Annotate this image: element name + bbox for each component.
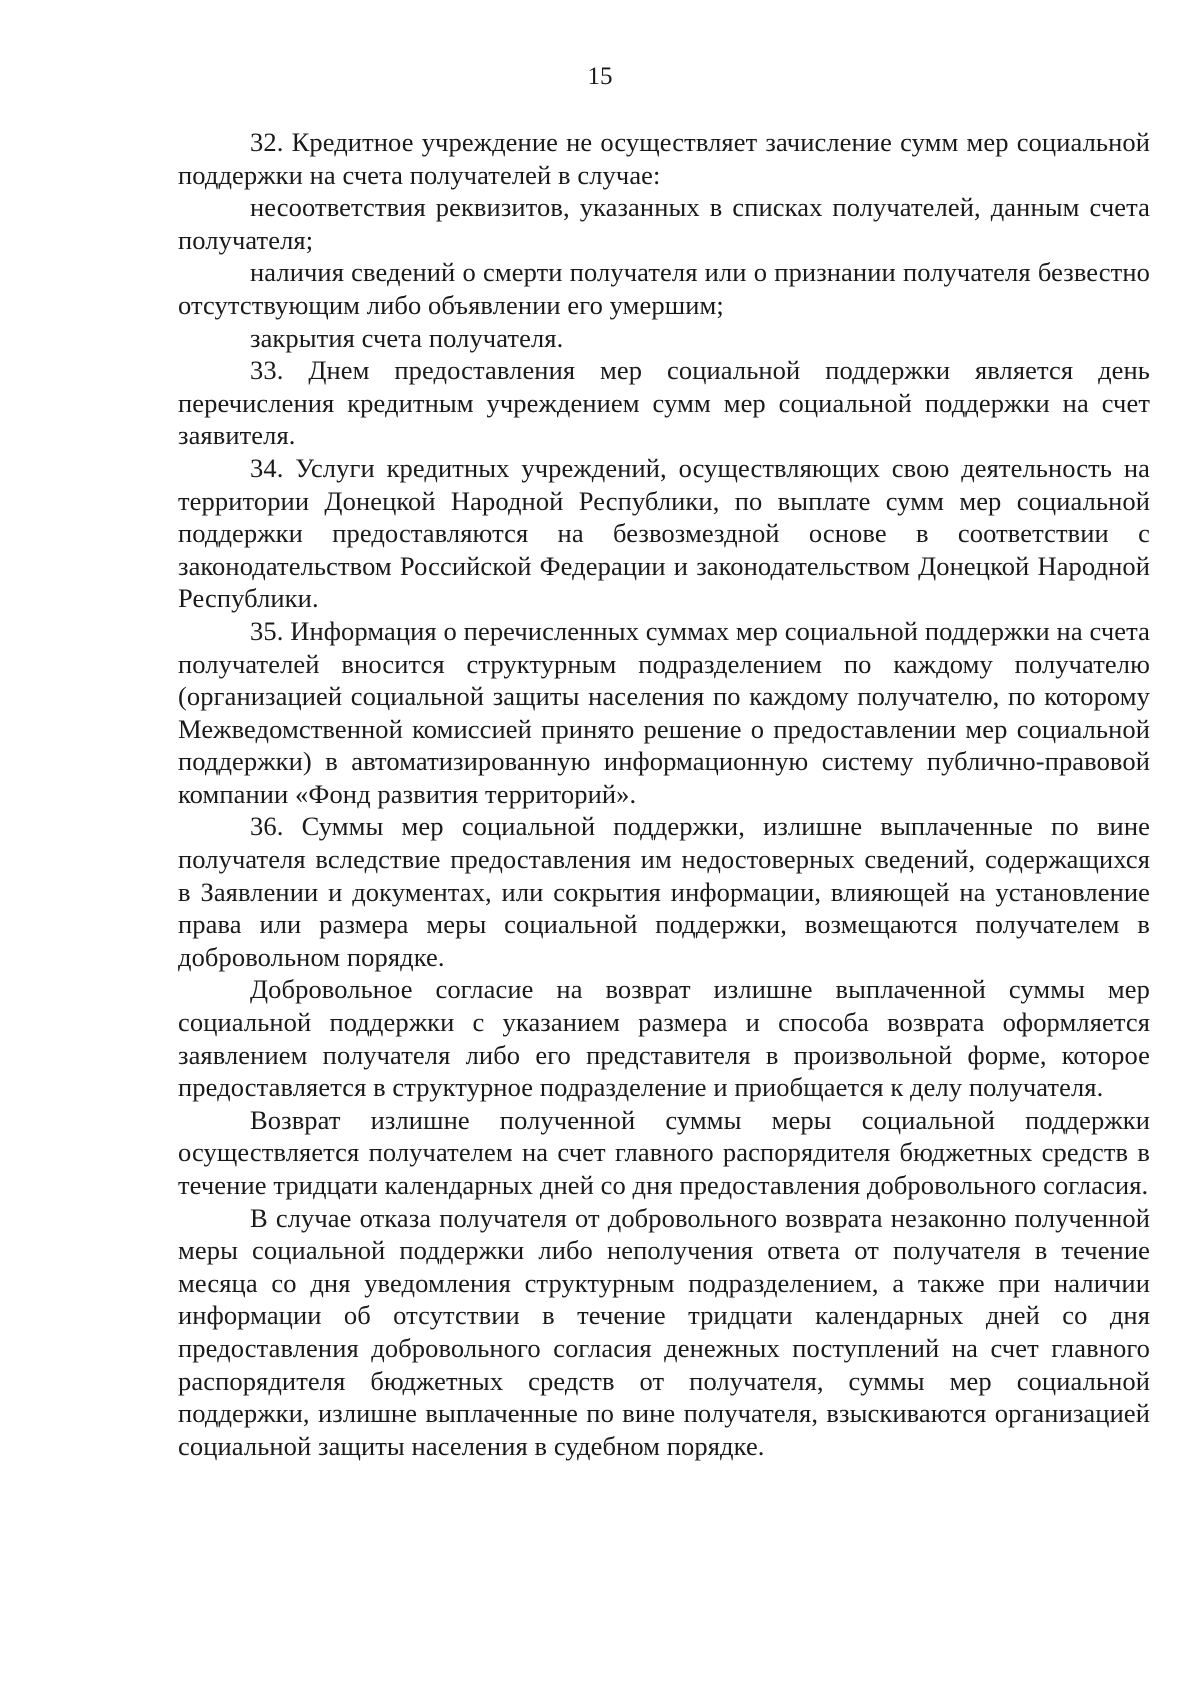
paragraph-32-case-requisites: несоответствия реквизитов, указанных в списках получателей, данным счета получателя; [178,192,1150,255]
paragraph-34: 34. Услуги кредитных учреждений, осуществляющих свою деятельность на территории Донецкой Народной Республики, по выплате сумм мер социальной поддержки предоставляются на безвозмездной основе в соответствии с законодательством Российской Федерации и законодательством Донецкой Народной Республики. [178,452,1150,614]
page-number: 15 [587,63,613,90]
paragraph-32-intro: 32. Кредитное учреждение не осуществляет зачисление сумм мер социальной поддержки на счета получателей в случае: [178,127,1150,190]
paragraph-36-refusal: В случае отказа получателя от добровольного возврата незаконно полученной меры социальной поддержки либо неполучения ответа от получателя в течение месяца со дня уведомления структурным подразделением, а также при наличии информации об отсутствии в течение тридцати календарных дней со дня предоставления добровольного согласия денежных поступлений на счет главного распорядителя бюджетных средств от получателя, суммы мер социальной поддержки, излишне выплаченные по вине получателя, взыскиваются организацией социальной защиты населения в судебном порядке. [178,1202,1150,1461]
paragraph-33: 33. Днем предоставления мер социальной поддержки является день перечисления кредитным учреждением сумм мер социальной поддержки на счет заявителя. [178,355,1150,451]
paragraph-36: 36. Суммы мер социальной поддержки, излишне выплаченные по вине получателя вследствие предоставления им недостоверных сведений, содержащихся в Заявлении и документах, или сокрытия информации, влияющей на установление права или размера меры социальной поддержки, возмещаются получателем в добровольном порядке. [178,811,1150,972]
paragraph-36-voluntary-consent: Добровольное согласие на возврат излишне выплаченной суммы мер социальной поддержки с указанием размера и способа возврата оформляется заявлением получателя либо его представителя в произвольной форме, которое предоставляется в структурное подразделение и приобщается к делу получателя. [178,974,1150,1103]
paragraph-32-case-death: наличия сведений о смерти получателя или о признании получателя безвестно отсутствующим либо объявлении его умершим; [178,257,1150,320]
paragraph-35: 35. Информация о перечисленных суммах мер социальной поддержки на счета получателей вносится структурным подразделением по каждому получателю (организацией социальной защиты населения по каждому получателю, по которому Межведомственной комиссией принято решение о предоставлении мер социальной поддержки) в автоматизированную информационную систему публично-правовой компании «Фонд развития территорий». [178,615,1150,809]
paragraph-36-refund: Возврат излишне полученной суммы меры социальной поддержки осуществляется получателем на счет главного распорядителя бюджетных средств в течение тридцати календарных дней со дня предоставления добровольного согласия. [178,1104,1150,1200]
document-body [178,126,1150,1462]
paragraph-32-case-account-closed: закрытия счета получателя. [250,322,564,353]
